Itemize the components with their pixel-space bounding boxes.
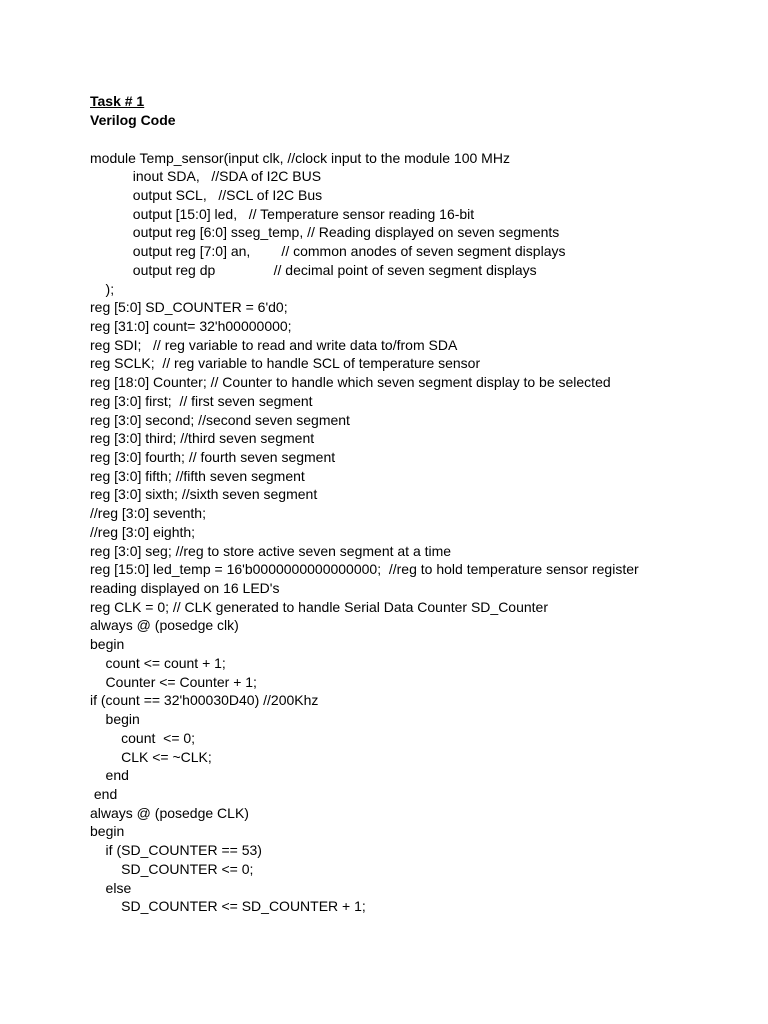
code-line: begin — [90, 636, 125, 653]
code-line: reg [3:0] fourth; // fourth seven segment — [90, 449, 336, 465]
code-line: SD_COUNTER <= 0; — [90, 860, 254, 877]
code-line: reg [3:0] second; //second seven segment — [90, 411, 350, 428]
code-line: output reg [6:0] sseg_temp, // Reading displayed on seven segments — [90, 224, 560, 241]
code-line: output reg dp // decimal point of seven segment displays — [90, 261, 537, 278]
code-line: SD_COUNTER <= SD_COUNTER + 1; — [90, 898, 366, 915]
task-title: Task # 1 — [90, 93, 145, 109]
code-line: reg [3:0] sixth; //sixth seven segment — [90, 486, 318, 503]
code-line: reg [18:0] Counter; // Counter to handle which seven segment display to be selected — [90, 374, 611, 391]
code-line: count <= 0; — [90, 729, 196, 746]
code-line: end — [90, 785, 118, 802]
code-line: if (count == 32'h00030D40) //200Khz — [90, 692, 319, 709]
code-line: begin — [90, 711, 140, 728]
code-line: output SCL, //SCL of I2C Bus — [90, 186, 323, 203]
code-line: ); — [90, 280, 115, 297]
code-line: module Temp_sensor(input clk, //clock input to the module 100 MHz — [90, 149, 510, 166]
code-block — [90, 149, 750, 916]
code-line: reading displayed on 16 LED's — [90, 580, 280, 597]
code-heading: Verilog Code — [90, 112, 176, 128]
code-line: reg SCLK; // reg variable to handle SCL of temperature sensor — [90, 355, 481, 372]
code-line: reg [31:0] count= 32'h00000000; — [90, 317, 292, 334]
code-line: inout SDA, //SDA of I2C BUS — [90, 168, 322, 185]
code-line: reg [3:0] seg; //reg to store active seven segment at a time — [90, 542, 452, 559]
code-line: reg CLK = 0; // CLK generated to handle Serial Data Counter SD_Counter — [90, 598, 548, 615]
code-line: else — [90, 879, 132, 896]
code-line: output [15:0] led, // Temperature sensor reading 16-bit — [90, 205, 475, 222]
code-line: if (SD_COUNTER == 53) — [90, 842, 262, 859]
code-line: //reg [3:0] eighth; — [90, 523, 196, 540]
code-line: begin — [90, 823, 125, 840]
code-line: reg SDI; // reg variable to read and write data to/from SDA — [90, 336, 458, 353]
code-line: reg [3:0] fifth; //fifth seven segment — [90, 467, 305, 484]
code-line: output reg [7:0] an, // common anodes of seven segment displays — [90, 243, 566, 260]
code-line: always @ (posedge clk) — [90, 617, 239, 634]
code-line: count <= count + 1; — [90, 654, 226, 671]
code-line: //reg [3:0] seventh; — [90, 505, 206, 522]
code-line: reg [3:0] third; //third seven segment — [90, 430, 315, 447]
code-line: end — [90, 767, 129, 784]
code-line: always @ (posedge CLK) — [90, 804, 249, 821]
code-line: Counter <= Counter + 1; — [90, 673, 257, 690]
code-line: reg [5:0] SD_COUNTER = 6'd0; — [90, 299, 288, 316]
code-line: reg [3:0] first; // first seven segment — [90, 392, 313, 409]
code-line: CLK <= ~CLK; — [90, 748, 212, 765]
code-line: reg [15:0] led_temp = 16'b0000000000000000; //reg to hold temperature sensor register — [90, 561, 639, 578]
